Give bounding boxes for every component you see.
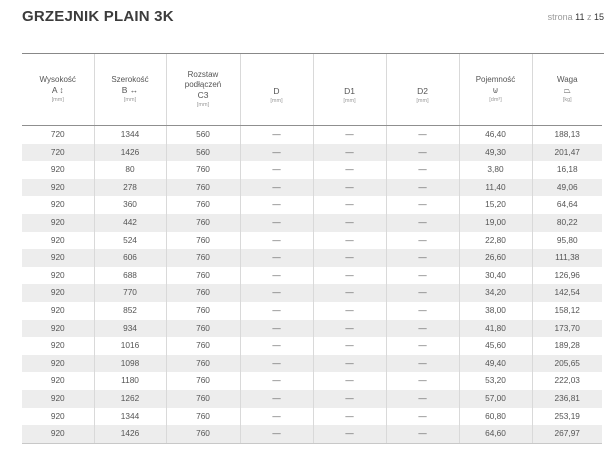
table-cell: — xyxy=(313,196,386,214)
column-symbol: C3 xyxy=(197,89,209,100)
table-row xyxy=(22,144,602,162)
column-name: Pojemność xyxy=(475,74,516,84)
table-cell: — xyxy=(240,372,313,390)
table-cell: — xyxy=(386,320,459,338)
column-header xyxy=(22,54,94,126)
table-cell: — xyxy=(240,126,313,144)
table-row xyxy=(22,372,602,390)
page-total: 15 xyxy=(593,12,604,22)
table-cell: 126,96 xyxy=(532,267,602,285)
table-cell: 278 xyxy=(94,179,166,197)
table-cell: 1344 xyxy=(94,408,166,426)
page-separator: z xyxy=(586,12,592,22)
table-cell: 524 xyxy=(94,232,166,250)
table-cell: — xyxy=(240,179,313,197)
table-cell: 158,12 xyxy=(532,302,602,320)
table-row xyxy=(22,390,602,408)
table-cell: 1426 xyxy=(94,425,166,443)
table-cell: — xyxy=(313,408,386,426)
table-cell: 760 xyxy=(166,232,240,250)
table-cell: — xyxy=(313,284,386,302)
table-cell: 920 xyxy=(22,355,94,373)
table-cell: 3,80 xyxy=(459,161,532,179)
table-cell: 934 xyxy=(94,320,166,338)
table-cell: 53,20 xyxy=(459,372,532,390)
table-cell: 920 xyxy=(22,249,94,267)
table-cell: 34,20 xyxy=(459,284,532,302)
table-cell: 236,81 xyxy=(532,390,602,408)
table-body xyxy=(22,126,602,444)
table-row xyxy=(22,284,602,302)
table-cell: 142,54 xyxy=(532,284,602,302)
column-symbol: ⊍ xyxy=(492,84,499,95)
header-row xyxy=(22,54,602,126)
table-cell: 1016 xyxy=(94,337,166,355)
table-cell: 720 xyxy=(22,144,94,162)
table-cell: 760 xyxy=(166,214,240,232)
table-cell: — xyxy=(386,302,459,320)
table-cell: — xyxy=(313,425,386,443)
table-cell: — xyxy=(386,425,459,443)
table-cell: 57,00 xyxy=(459,390,532,408)
table-row xyxy=(22,126,602,144)
table-row xyxy=(22,267,602,285)
table-cell: 760 xyxy=(166,372,240,390)
table-cell: — xyxy=(386,179,459,197)
table-cell: — xyxy=(313,320,386,338)
column-symbol: B ↔ xyxy=(121,84,139,95)
table-cell: 760 xyxy=(166,302,240,320)
table-row xyxy=(22,302,602,320)
table-cell: 30,40 xyxy=(459,267,532,285)
table-cell: 560 xyxy=(166,126,240,144)
page-current: 11 xyxy=(575,12,585,22)
table-cell: — xyxy=(240,355,313,373)
table-cell: 920 xyxy=(22,390,94,408)
table-cell: — xyxy=(313,249,386,267)
table-cell: — xyxy=(386,355,459,373)
table-cell: 920 xyxy=(50,234,65,245)
table-row xyxy=(22,408,602,426)
table-cell: 920 xyxy=(22,214,94,232)
table-cell: 22,80 xyxy=(459,232,532,250)
column-header xyxy=(166,54,240,126)
column-name: podłączeń xyxy=(184,79,222,89)
table-cell: — xyxy=(240,249,313,267)
table-cell: 64,64 xyxy=(532,196,602,214)
column-unit: [mm] xyxy=(51,96,64,103)
column-header xyxy=(459,54,532,126)
table-cell: 49,40 xyxy=(459,355,532,373)
table-cell: — xyxy=(386,408,459,426)
table-cell: — xyxy=(313,337,386,355)
table-cell: 760 xyxy=(166,267,240,285)
table-cell: 46,40 xyxy=(459,126,532,144)
table-cell: 49,06 xyxy=(532,179,602,197)
table-cell: 920 xyxy=(50,410,65,421)
table-row xyxy=(22,232,602,250)
table-cell: — xyxy=(240,425,313,443)
table-cell: 80,22 xyxy=(532,214,602,232)
table-cell: 920 xyxy=(50,375,65,386)
table-cell: 760 xyxy=(166,425,240,443)
table-row xyxy=(22,179,602,197)
page-indicator xyxy=(548,12,604,22)
table-cell: 606 xyxy=(94,249,166,267)
table-cell: — xyxy=(386,161,459,179)
table-cell: 41,80 xyxy=(459,320,532,338)
table-cell: — xyxy=(313,161,386,179)
table-cell: 720 xyxy=(50,129,65,139)
column-symbol: A ↕ xyxy=(51,84,64,95)
table-cell: 173,70 xyxy=(532,320,602,338)
table-cell: — xyxy=(313,355,386,373)
table-cell: — xyxy=(386,267,459,285)
table-cell: 920 xyxy=(22,284,94,302)
table-cell: — xyxy=(240,161,313,179)
table-cell: 188,13 xyxy=(532,126,602,144)
table-cell: — xyxy=(240,337,313,355)
table-cell: 760 xyxy=(166,249,240,267)
table-row xyxy=(22,425,602,443)
table-cell: 760 xyxy=(166,161,240,179)
table-cell: 688 xyxy=(94,267,166,285)
column-header xyxy=(313,54,386,126)
table-cell: 760 xyxy=(166,320,240,338)
table-cell: — xyxy=(313,267,386,285)
column-unit: [mm] xyxy=(196,101,210,108)
column-unit: [mm] xyxy=(343,97,356,104)
table-cell: 11,40 xyxy=(459,179,532,197)
table-cell: — xyxy=(313,126,386,144)
table-cell: — xyxy=(240,320,313,338)
column-name: Waga xyxy=(556,74,578,84)
table-cell: 60,80 xyxy=(459,408,532,426)
table-row xyxy=(22,320,602,338)
table-cell: 1262 xyxy=(94,390,166,408)
table-cell: — xyxy=(240,196,313,214)
table-cell: 760 xyxy=(166,355,240,373)
column-name: Szerokość xyxy=(111,74,149,84)
column-header xyxy=(240,54,313,126)
table-cell: — xyxy=(386,232,459,250)
table-cell: 189,28 xyxy=(532,337,602,355)
table-cell: 770 xyxy=(94,284,166,302)
column-unit: [dm³] xyxy=(489,96,502,103)
table-cell: — xyxy=(313,372,386,390)
table-cell: 201,47 xyxy=(532,144,602,162)
table-row xyxy=(22,161,602,179)
table-cell: 920 xyxy=(22,320,94,338)
table-cell: 16,18 xyxy=(532,161,602,179)
column-unit: [mm] xyxy=(123,96,137,103)
table-cell: — xyxy=(240,408,313,426)
table-cell: — xyxy=(386,337,459,355)
table-cell: 49,30 xyxy=(459,144,532,162)
table-cell: — xyxy=(240,232,313,250)
table-cell: 760 xyxy=(166,284,240,302)
table-cell: 920 xyxy=(50,304,65,315)
table-row xyxy=(22,249,602,267)
table-cell: 1098 xyxy=(94,355,166,373)
table-cell: 560 xyxy=(166,144,240,162)
table-cell: — xyxy=(313,179,386,197)
page-prefix: strona xyxy=(547,12,573,22)
table-cell: — xyxy=(386,249,459,267)
table-row xyxy=(22,355,602,373)
column-header xyxy=(386,54,459,126)
table-cell: 760 xyxy=(166,337,240,355)
column-unit: [mm] xyxy=(270,97,283,104)
table-cell: 205,65 xyxy=(532,355,602,373)
table-cell: 19,00 xyxy=(459,214,532,232)
spec-table xyxy=(22,54,602,444)
column-unit: [mm] xyxy=(416,97,429,104)
table-cell: — xyxy=(240,214,313,232)
table-cell: 760 xyxy=(166,390,240,408)
table-row xyxy=(22,337,602,355)
column-name: Rozstaw xyxy=(187,69,219,79)
table-cell: 95,80 xyxy=(532,232,602,250)
table-cell: 442 xyxy=(94,214,166,232)
table-cell: 64,60 xyxy=(459,425,532,443)
table-cell: 45,60 xyxy=(459,337,532,355)
table-cell: 360 xyxy=(94,196,166,214)
table-cell: — xyxy=(240,390,313,408)
table-cell: — xyxy=(386,284,459,302)
column-symbol: D xyxy=(273,85,280,96)
table-cell: — xyxy=(386,144,459,162)
table-cell: 760 xyxy=(166,196,240,214)
table-cell: — xyxy=(313,302,386,320)
table-cell: — xyxy=(386,214,459,232)
column-unit: [kg] xyxy=(562,96,572,103)
table-cell: — xyxy=(386,372,459,390)
table-cell: 15,20 xyxy=(459,196,532,214)
table-cell: 1180 xyxy=(94,372,166,390)
table-cell: — xyxy=(240,144,313,162)
table-cell: 920 xyxy=(22,425,94,443)
column-symbol: D1 xyxy=(344,85,355,96)
table-cell: 920 xyxy=(50,269,65,280)
table-cell: 26,60 xyxy=(459,249,532,267)
table-header xyxy=(22,54,602,126)
table-cell: 267,97 xyxy=(532,425,602,443)
table-cell: 852 xyxy=(94,302,166,320)
table-cell: 1344 xyxy=(94,126,166,144)
table-cell: 253,19 xyxy=(532,408,602,426)
table-cell: 1426 xyxy=(94,144,166,162)
column-header xyxy=(532,54,602,126)
table-cell: 38,00 xyxy=(459,302,532,320)
column-symbol: D2 xyxy=(417,85,428,96)
table-cell: 760 xyxy=(166,408,240,426)
table-cell: — xyxy=(386,126,459,144)
table-cell: — xyxy=(313,232,386,250)
table-cell: — xyxy=(240,267,313,285)
table-row xyxy=(22,196,602,214)
table-cell: 80 xyxy=(94,161,166,179)
table-cell: — xyxy=(386,390,459,408)
table-cell: 920 xyxy=(22,179,94,197)
table-cell: 920 xyxy=(50,164,65,175)
table-cell: — xyxy=(313,214,386,232)
table-cell: — xyxy=(240,284,313,302)
table-cell: 920 xyxy=(50,340,65,351)
table-cell: — xyxy=(386,196,459,214)
table-cell: — xyxy=(313,390,386,408)
page-title: GRZEJNIK PLAIN 3K xyxy=(22,8,174,25)
table-cell: 760 xyxy=(166,179,240,197)
table-cell: — xyxy=(313,144,386,162)
column-symbol: ⏢ xyxy=(563,84,571,95)
table-row xyxy=(22,214,602,232)
column-name: Wysokość xyxy=(39,74,76,84)
table-cell: — xyxy=(240,302,313,320)
table-cell: 222,03 xyxy=(532,372,602,390)
table-cell: 920 xyxy=(50,199,65,210)
table-cell: 111,38 xyxy=(532,249,602,267)
column-header xyxy=(94,54,166,126)
